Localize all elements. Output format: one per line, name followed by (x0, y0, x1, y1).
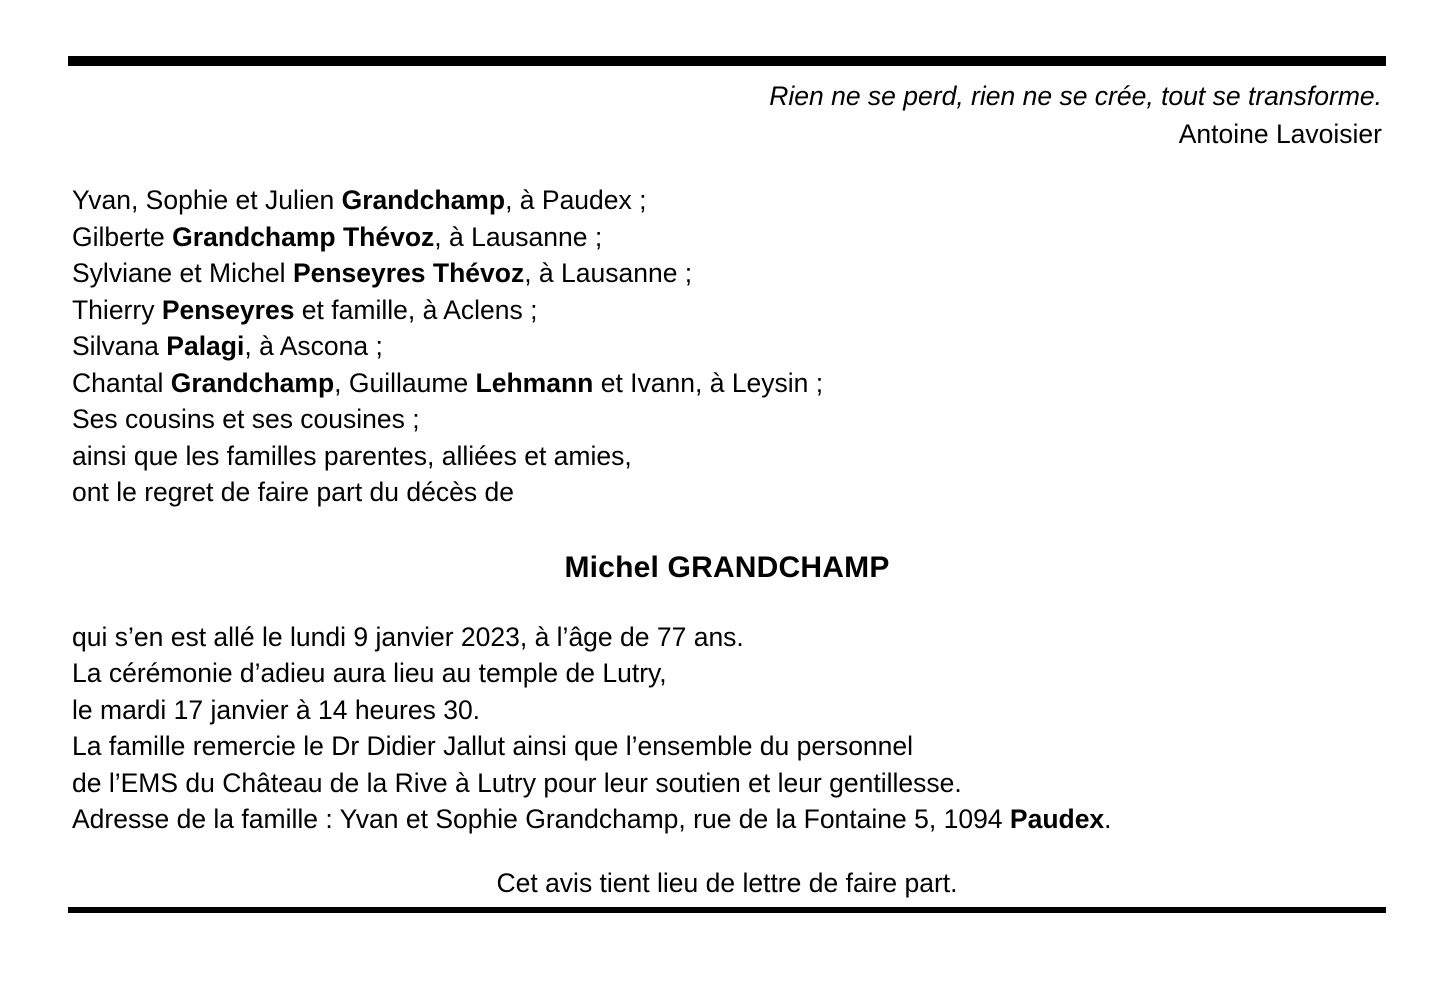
family-line (72, 328, 1386, 365)
family-line (72, 365, 1386, 402)
text-segment: , à Ascona ; (244, 331, 383, 361)
text-segment: ainsi que les familles parentes, alliées et amies, (72, 440, 632, 471)
emphasized-text: Palagi (166, 331, 245, 361)
text-segment: Adresse de la famille : Yvan et Sophie Grandchamp, rue de la Fontaine 5, 1094 (72, 804, 1010, 834)
text-segment: Gilberte (72, 221, 173, 252)
detail-line (72, 728, 1386, 765)
emphasized-text: Paudex (1009, 804, 1105, 834)
family-list (68, 182, 1386, 511)
emphasized-text: Grandchamp Thévoz (172, 221, 435, 252)
text-segment: , à Lausanne ; (524, 258, 693, 288)
text-segment: , Guillaume (334, 367, 476, 398)
emphasized-text: Grandchamp (341, 185, 506, 215)
text-segment: Ses cousins et ses cousines ; (72, 404, 420, 434)
top-divider (68, 56, 1386, 66)
text-segment: le mardi 17 janvier à 14 heures 30. (72, 694, 481, 725)
text-segment: et famille, à Aclens ; (294, 294, 538, 325)
emphasized-text: Lehmann (475, 367, 594, 398)
text-segment: . (1104, 804, 1112, 834)
text-segment: La cérémonie d’adieu aura lieu au temple de Lutry, (72, 658, 667, 688)
text-segment: de l’EMS du Château de la Rive à Lutry pour leur soutien et leur gentillesse. (72, 767, 962, 798)
detail-line (72, 692, 1386, 729)
family-line (72, 255, 1386, 292)
detail-line (72, 801, 1386, 838)
family-line (72, 474, 1386, 511)
details-list (68, 619, 1386, 838)
family-line (72, 292, 1386, 329)
emphasized-text: Penseyres (161, 294, 295, 325)
family-line (72, 401, 1386, 438)
emphasized-text: Penseyres Thévoz (292, 258, 525, 288)
quote-block (68, 78, 1386, 152)
text-segment: Thierry (72, 294, 162, 325)
text-segment: Sylviane et Michel (72, 258, 293, 288)
text-segment: , à Paudex ; (505, 185, 647, 215)
family-line (72, 438, 1386, 475)
text-segment: La famille remercie le Dr Didier Jallut ainsi que l’ensemble du personnel (72, 731, 914, 761)
text-segment: , à Lausanne ; (434, 221, 603, 252)
text-segment: et Ivann, à Leysin ; (593, 367, 824, 398)
text-segment: qui s’en est allé le lundi 9 janvier 2023, à l’âge de 77 ans. (72, 621, 744, 652)
family-line (72, 182, 1386, 219)
deceased-name: Michel GRANDCHAMP (564, 550, 890, 584)
text-segment: Chantal (72, 367, 171, 398)
death-notice (68, 56, 1386, 913)
family-line (72, 219, 1386, 256)
text-segment: Yvan, Sophie et Julien (72, 185, 342, 215)
emphasized-text: Grandchamp (170, 367, 335, 398)
quote-text: Rien ne se perd, rien ne se crée, tout se transforme. (769, 81, 1382, 111)
closing-text: Cet avis tient lieu de lettre de faire part. (496, 867, 958, 898)
detail-line (72, 619, 1386, 656)
detail-line (72, 765, 1386, 802)
detail-line (72, 655, 1386, 692)
bottom-divider (68, 907, 1386, 913)
text-segment: ont le regret de faire part du décès de (72, 477, 514, 507)
quote-author: Antoine Lavoisier (1178, 119, 1382, 149)
text-segment: Silvana (72, 331, 167, 361)
